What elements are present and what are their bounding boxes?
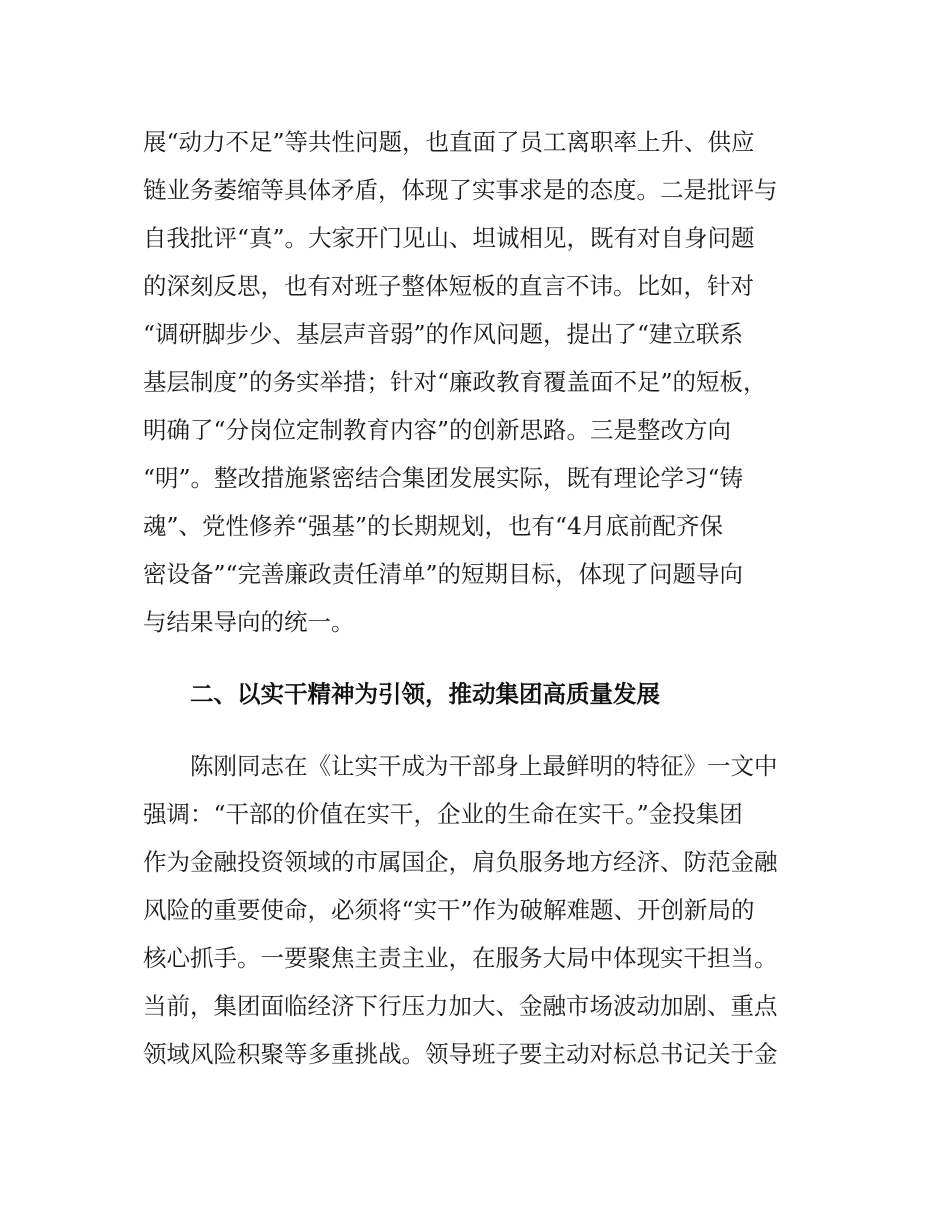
paragraph-line: 领域风险积聚等多重挑战。领导班子要主动对标总书记关于金 [143, 1040, 778, 1068]
paragraph-line: 作为金融投资领域的市属国企，肩负服务地方经济、防范金融 [143, 848, 778, 876]
paragraph-line: 链业务萎缩等具体矛盾，体现了实事求是的态度。二是批评与 [143, 176, 778, 204]
section-heading: 二、以实干精神为引领，推动集团高质量发展 [190, 680, 660, 708]
paragraph-line: 风险的重要使命，必须将“实干”作为破解难题、开创新局的 [143, 896, 755, 924]
paragraph-line: 当前，集团面临经济下行压力加大、金融市场波动加剧、重点 [143, 992, 778, 1020]
paragraph-line: 的深刻反思，也有对班子整体短板的直言不讳。比如，针对 [143, 272, 754, 300]
paragraph-line: 强调：“干部的价值在实干，企业的生命在实干。”金投集团 [143, 800, 743, 828]
paragraph-line: 基层制度”的务实举措；针对“廉政教育覆盖面不足”的短板， [143, 368, 767, 396]
paragraph-line: 核心抓手。一要聚焦主责主业，在服务大局中体现实干担当。 [143, 944, 778, 972]
paragraph-line: 陈刚同志在《让实干成为干部身上最鲜明的特征》一文中 [190, 752, 778, 780]
paragraph-line: “明”。整改措施紧密结合集团发展实际，既有理论学习“铸 [143, 464, 744, 492]
paragraph-line: 与结果导向的统一。 [143, 608, 355, 636]
paragraph-line: 魂”、党性修养“强基”的长期规划，也有“4月底前配齐保 [143, 512, 724, 540]
paragraph-line: 自我批评“真”。大家开门见山、坦诚相见，既有对自身问题 [143, 224, 755, 252]
paragraph-line: “调研脚步少、基层声音弱”的作风问题，提出了“建立联系 [143, 320, 744, 348]
paragraph-line: 明确了“分岗位定制教育内容”的创新思路。三是整改方向 [143, 416, 732, 444]
paragraph-line: 密设备”“完善廉政责任清单”的短期目标，体现了问题导向 [143, 560, 744, 588]
paragraph-line: 展“动力不足”等共性问题，也直面了员工离职率上升、供应 [143, 128, 755, 156]
